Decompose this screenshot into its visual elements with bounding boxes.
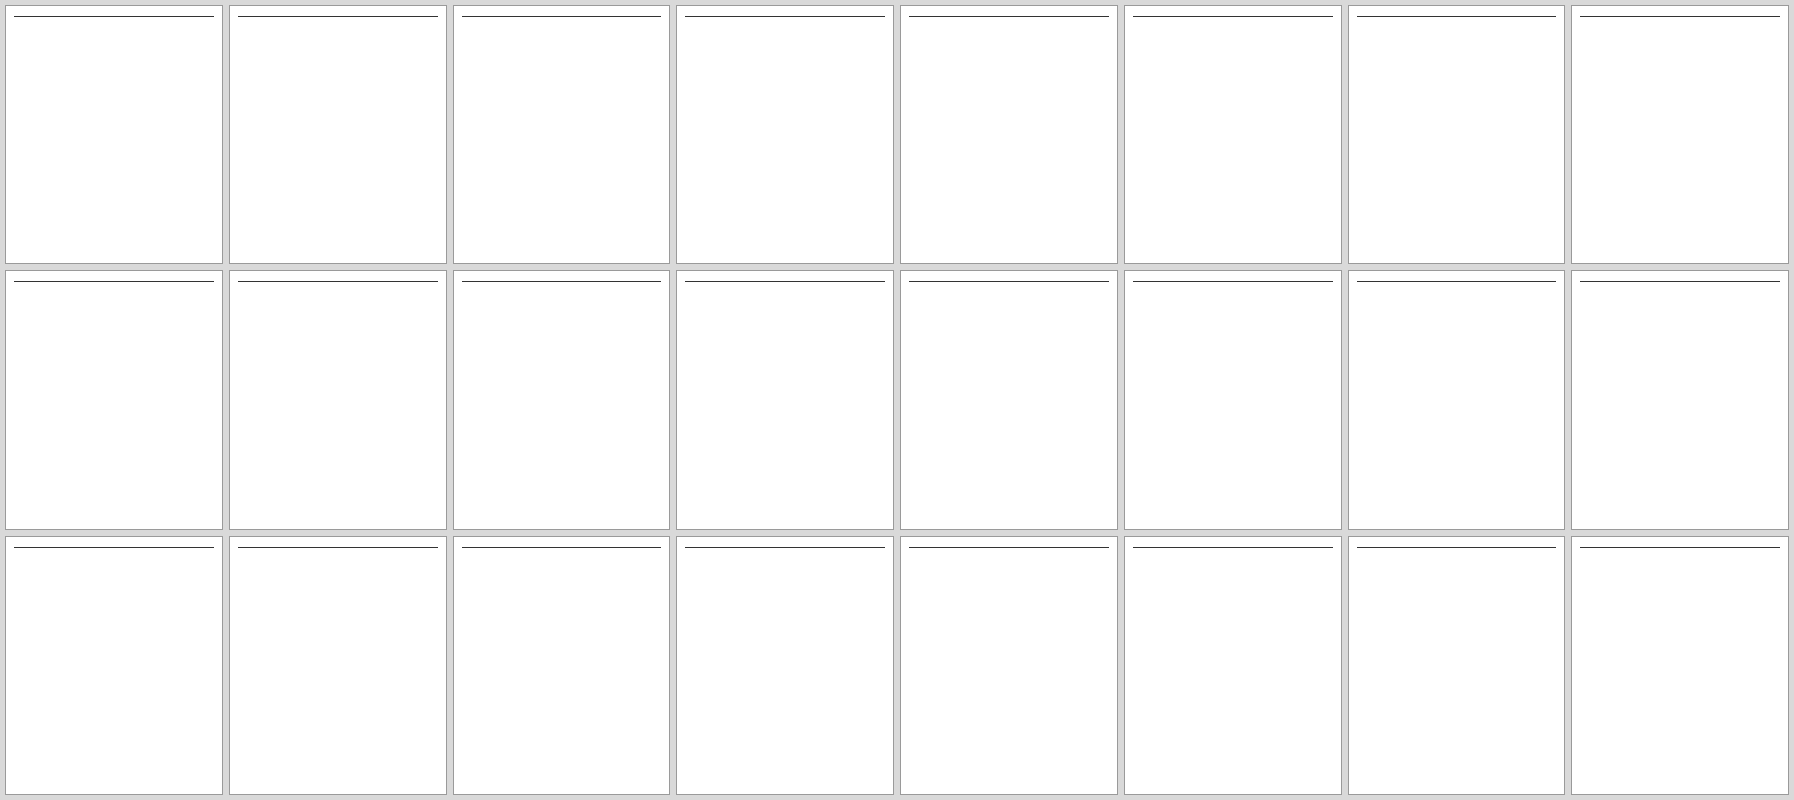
page-header-rule [685, 281, 885, 282]
page-header-rule [1133, 547, 1333, 548]
page-thumbnail[interactable] [1349, 271, 1565, 528]
page-header-rule [14, 547, 214, 548]
page-header-rule [238, 16, 438, 17]
page-header-rule [1357, 281, 1557, 282]
page-header-rule [1357, 547, 1557, 548]
page-header-rule [238, 547, 438, 548]
page-thumbnail[interactable] [230, 537, 446, 794]
page-header-rule [1133, 281, 1333, 282]
page-thumbnail[interactable] [1572, 537, 1788, 794]
page-thumbnail[interactable] [901, 271, 1117, 528]
page-header-rule [909, 281, 1109, 282]
page-thumbnail[interactable] [901, 537, 1117, 794]
page-header-rule [1133, 16, 1333, 17]
page-header-rule [14, 281, 214, 282]
page-thumbnail[interactable] [454, 537, 670, 794]
page-thumbnail[interactable] [1572, 6, 1788, 263]
page-header-rule [14, 16, 214, 17]
page-thumbnail[interactable] [1125, 537, 1341, 794]
page-thumbnail[interactable] [1572, 271, 1788, 528]
page-thumbnail[interactable] [1349, 537, 1565, 794]
page-header-rule [1580, 547, 1780, 548]
page-thumbnail[interactable] [1125, 271, 1341, 528]
page-header-rule [1580, 16, 1780, 17]
page-thumbnail[interactable] [6, 537, 222, 794]
page-header-rule [462, 547, 662, 548]
page-thumbnail[interactable] [901, 6, 1117, 263]
page-thumbnail[interactable] [1125, 6, 1341, 263]
page-thumbnail[interactable] [677, 537, 893, 794]
page-thumbnail[interactable] [230, 6, 446, 263]
page-header-rule [462, 281, 662, 282]
page-header-rule [685, 547, 885, 548]
page-thumbnail[interactable] [677, 6, 893, 263]
page-thumbnail[interactable] [230, 271, 446, 528]
page-header-rule [685, 16, 885, 17]
page-thumbnail[interactable] [454, 6, 670, 263]
page-header-rule [1580, 281, 1780, 282]
page-thumbnail[interactable] [6, 271, 222, 528]
page-header-rule [462, 16, 662, 17]
page-thumbnail[interactable] [677, 271, 893, 528]
page-thumbnail[interactable] [454, 271, 670, 528]
page-header-rule [238, 281, 438, 282]
page-header-rule [1357, 16, 1557, 17]
page-header-rule [909, 547, 1109, 548]
page-header-rule [909, 16, 1109, 17]
page-thumbnail[interactable] [1349, 6, 1565, 263]
page-thumbnail[interactable] [6, 6, 222, 263]
